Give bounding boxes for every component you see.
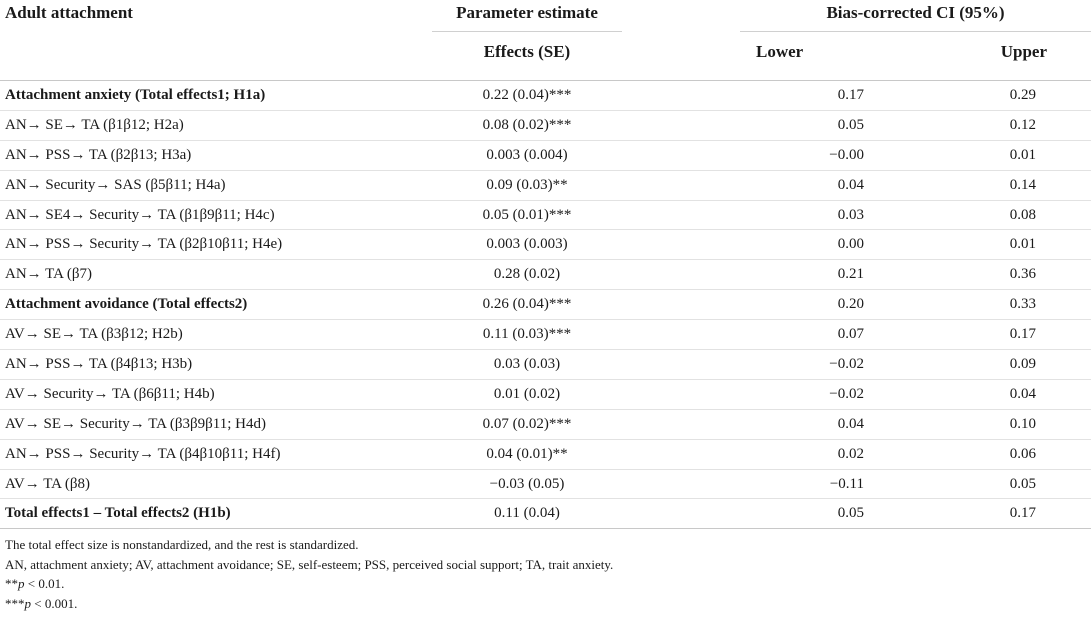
- table-row: [0, 409, 1091, 439]
- row-ci-upper: 0.12: [944, 110, 1091, 140]
- row-label: AN→ PSS→ Security→ TA (β2β10β11; H4e): [0, 230, 432, 260]
- footnote-abbreviations: AN, attachment anxiety; AV, attachment avoidance; SE, self-esteem; PSS, perceived social support; TA, trait anxiety.: [5, 556, 614, 572]
- row-label: AV→ Security→ TA (β6β11; H4b): [0, 379, 432, 409]
- row-ci-lower: 0.02: [740, 439, 944, 469]
- row-spacer: [622, 290, 740, 320]
- row-ci-upper: 0.05: [944, 469, 1091, 499]
- row-ci-upper: 0.01: [944, 230, 1091, 260]
- table-row: [0, 290, 1091, 320]
- row-label: AN→ SE4→ Security→ TA (β1β9β11; H4c): [0, 200, 432, 230]
- row-ci-lower: 0.20: [740, 290, 944, 320]
- row-label: AN→ PSS→ Security→ TA (β4β10β11; H4f): [0, 439, 432, 469]
- row-ci-upper: 0.01: [944, 140, 1091, 170]
- footnote-p-variable: p: [18, 576, 25, 591]
- table-row: [0, 140, 1091, 170]
- row-ci-upper: 0.36: [944, 260, 1091, 290]
- row-effect-se: 0.003 (0.004): [432, 140, 622, 170]
- row-ci-upper: 0.33: [944, 290, 1091, 320]
- table-body: [0, 72, 1091, 529]
- row-ci-lower: 0.03: [740, 200, 944, 230]
- row-label: Total effects1 – Total effects2 (H1b): [0, 499, 432, 529]
- row-ci-upper: 0.09: [944, 350, 1091, 380]
- table-row: [0, 110, 1091, 140]
- header-separator: [0, 72, 1091, 81]
- row-effect-se: 0.05 (0.01)***: [432, 200, 622, 230]
- row-effect-se: 0.04 (0.01)**: [432, 439, 622, 469]
- footnote-p-variable: p: [24, 595, 31, 611]
- row-ci-lower: −0.02: [740, 379, 944, 409]
- row-label: AN→ TA (β7): [0, 260, 432, 290]
- row-effect-se: 0.01 (0.02): [432, 379, 622, 409]
- row-ci-upper: 0.29: [944, 81, 1091, 111]
- row-ci-lower: 0.04: [740, 170, 944, 200]
- header-blank-2: [622, 32, 740, 73]
- row-spacer: [622, 260, 740, 290]
- row-ci-lower: −0.00: [740, 140, 944, 170]
- footnote-p0001: [5, 594, 613, 614]
- footnote-stars-3: ***: [5, 595, 25, 611]
- row-spacer: [622, 320, 740, 350]
- table-row: [0, 170, 1091, 200]
- footnote-threshold: < 0.001.: [31, 595, 78, 611]
- row-label: AN→ PSS→ TA (β2β13; H3a): [0, 140, 432, 170]
- row-ci-lower: 0.07: [740, 320, 944, 350]
- row-label: AV→ SE→ TA (β3β12; H2b): [0, 320, 432, 350]
- row-ci-lower: −0.02: [740, 350, 944, 380]
- row-label: AN→ Security→ SAS (β5β11; H4a): [0, 170, 432, 200]
- table-row: [0, 81, 1091, 111]
- row-spacer: [622, 379, 740, 409]
- row-label: AV→ SE→ Security→ TA (β3β9β11; H4d): [0, 409, 432, 439]
- header-lower: Lower: [756, 42, 804, 61]
- row-effect-se: 0.28 (0.02): [432, 260, 622, 290]
- row-label: AV→ TA (β8): [0, 469, 432, 499]
- row-ci-lower: 0.04: [740, 409, 944, 439]
- header-effects-se: Effects (SE): [483, 42, 571, 61]
- row-ci-upper: 0.08: [944, 200, 1091, 230]
- row-spacer: [622, 81, 740, 111]
- row-ci-lower: 0.05: [740, 499, 944, 529]
- row-spacer: [622, 230, 740, 260]
- table-row: [0, 350, 1091, 380]
- row-spacer: [622, 469, 740, 499]
- row-ci-upper: 0.06: [944, 439, 1091, 469]
- row-spacer: [622, 409, 740, 439]
- header-parameter-estimate: Parameter estimate: [432, 0, 622, 32]
- row-effect-se: 0.09 (0.03)**: [432, 170, 622, 200]
- table-row: [0, 230, 1091, 260]
- row-effect-se: 0.11 (0.04): [432, 499, 622, 529]
- row-spacer: [622, 140, 740, 170]
- row-effect-se: 0.08 (0.02)***: [432, 110, 622, 140]
- row-spacer: [622, 200, 740, 230]
- table-row: [0, 469, 1091, 499]
- row-ci-upper: 0.14: [944, 170, 1091, 200]
- footnote-stars-2: **: [5, 576, 18, 591]
- row-ci-upper: 0.17: [944, 320, 1091, 350]
- table-row: [0, 499, 1091, 529]
- row-effect-se: 0.03 (0.03): [432, 350, 622, 380]
- row-ci-lower: 0.17: [740, 81, 944, 111]
- row-spacer: [622, 350, 740, 380]
- header-adult-attachment: Adult attachment: [5, 3, 133, 22]
- header-bias-corrected-ci: Bias-corrected CI (95%): [740, 0, 1091, 32]
- header-row-columns: [0, 32, 1091, 73]
- row-spacer: [622, 170, 740, 200]
- row-effect-se: 0.26 (0.04)***: [432, 290, 622, 320]
- row-spacer: [622, 439, 740, 469]
- header-row-groups: [0, 0, 1091, 32]
- row-spacer: [622, 110, 740, 140]
- row-spacer: [622, 499, 740, 529]
- footnote-p001: [5, 574, 613, 594]
- row-ci-upper: 0.10: [944, 409, 1091, 439]
- header-spacer: [622, 0, 740, 32]
- table-row: [0, 320, 1091, 350]
- row-effect-se: 0.11 (0.03)***: [432, 320, 622, 350]
- row-label: AN→ SE→ TA (β1β12; H2a): [0, 110, 432, 140]
- row-ci-lower: 0.21: [740, 260, 944, 290]
- table-footnotes: [5, 535, 613, 613]
- row-effect-se: 0.22 (0.04)***: [432, 81, 622, 111]
- header-upper: Upper: [1000, 42, 1048, 61]
- row-ci-upper: 0.04: [944, 379, 1091, 409]
- row-effect-se: −0.03 (0.05): [432, 469, 622, 499]
- footnote-threshold: < 0.01.: [24, 576, 65, 591]
- row-ci-upper: 0.17: [944, 499, 1091, 529]
- row-ci-lower: 0.05: [740, 110, 944, 140]
- table-row: [0, 379, 1091, 409]
- row-label: Attachment avoidance (Total effects2): [0, 290, 432, 320]
- row-effect-se: 0.07 (0.02)***: [432, 409, 622, 439]
- row-ci-lower: −0.11: [740, 469, 944, 499]
- table-row: [0, 260, 1091, 290]
- row-label: AN→ PSS→ TA (β4β13; H3b): [0, 350, 432, 380]
- row-ci-lower: 0.00: [740, 230, 944, 260]
- row-label: Attachment anxiety (Total effects1; H1a): [0, 81, 432, 111]
- header-blank: [0, 32, 432, 73]
- footnote-standardization: The total effect size is nonstandardized, and the rest is standardized.: [5, 537, 359, 552]
- table-row: [0, 200, 1091, 230]
- table-row: [0, 439, 1091, 469]
- row-effect-se: 0.003 (0.003): [432, 230, 622, 260]
